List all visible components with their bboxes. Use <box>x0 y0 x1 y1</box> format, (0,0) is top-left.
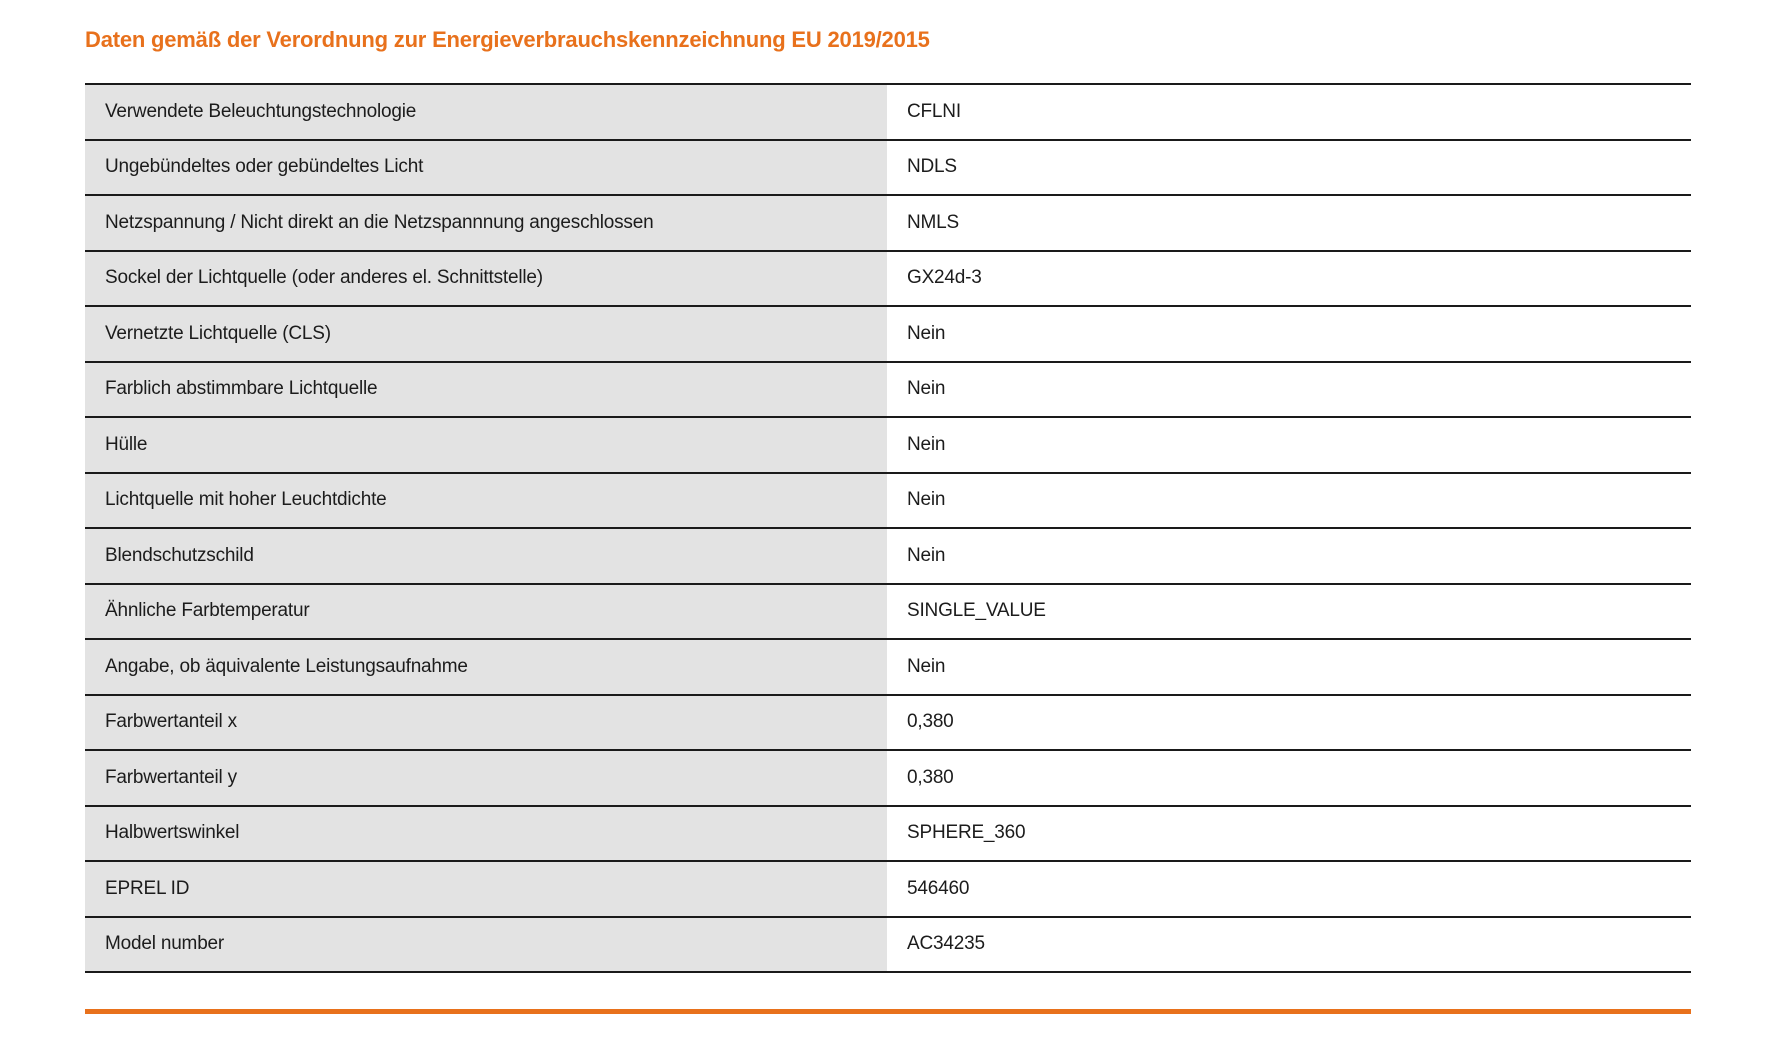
row-value: NDLS <box>887 140 1691 196</box>
row-label: Blendschutzschild <box>85 528 887 584</box>
table-row <box>85 195 1691 251</box>
row-value: GX24d-3 <box>887 251 1691 307</box>
row-value: Nein <box>887 417 1691 473</box>
row-value: 546460 <box>887 861 1691 917</box>
table-row <box>85 140 1691 196</box>
row-label: Halbwertswinkel <box>85 806 887 862</box>
row-value: Nein <box>887 362 1691 418</box>
table-row <box>85 306 1691 362</box>
table-row <box>85 639 1691 695</box>
table-row <box>85 417 1691 473</box>
table-row <box>85 695 1691 751</box>
row-label: Farblich abstimmbare Lichtquelle <box>85 362 887 418</box>
row-value: CFLNI <box>887 84 1691 140</box>
row-label: EPREL ID <box>85 861 887 917</box>
table-row <box>85 584 1691 640</box>
table-row <box>85 861 1691 917</box>
content-area <box>85 0 1691 1014</box>
bottom-accent-rule <box>85 1009 1691 1014</box>
row-value: SPHERE_360 <box>887 806 1691 862</box>
table-row <box>85 473 1691 529</box>
page-title: Daten gemäß der Verordnung zur Energieverbrauchskennzeichnung EU 2019/2015 <box>85 27 930 52</box>
row-label: Lichtquelle mit hoher Leuchtdichte <box>85 473 887 529</box>
row-value: Nein <box>887 639 1691 695</box>
row-label: Model number <box>85 917 887 973</box>
table-row <box>85 251 1691 307</box>
table-row <box>85 750 1691 806</box>
table-row <box>85 528 1691 584</box>
row-value: Nein <box>887 473 1691 529</box>
row-label: Farbwertanteil y <box>85 750 887 806</box>
table-row <box>85 917 1691 973</box>
row-label: Netzspannung / Nicht direkt an die Netzspannnung angeschlossen <box>85 195 887 251</box>
row-label: Ungebündeltes oder gebündeltes Licht <box>85 140 887 196</box>
energy-data-table-body <box>85 84 1691 972</box>
table-row <box>85 84 1691 140</box>
row-label: Vernetzte Lichtquelle (CLS) <box>85 306 887 362</box>
row-label: Farbwertanteil x <box>85 695 887 751</box>
row-label: Angabe, ob äquivalente Leistungsaufnahme <box>85 639 887 695</box>
row-label: Sockel der Lichtquelle (oder anderes el. Schnittstelle) <box>85 251 887 307</box>
row-value: Nein <box>887 306 1691 362</box>
row-value: AC34235 <box>887 917 1691 973</box>
row-value: NMLS <box>887 195 1691 251</box>
row-label: Hülle <box>85 417 887 473</box>
row-label: Ähnliche Farbtemperatur <box>85 584 887 640</box>
table-row <box>85 362 1691 418</box>
row-value: 0,380 <box>887 695 1691 751</box>
row-value: SINGLE_VALUE <box>887 584 1691 640</box>
row-value: Nein <box>887 528 1691 584</box>
row-value: 0,380 <box>887 750 1691 806</box>
table-row <box>85 806 1691 862</box>
row-label: Verwendete Beleuchtungstechnologie <box>85 84 887 140</box>
energy-data-table <box>85 83 1691 973</box>
